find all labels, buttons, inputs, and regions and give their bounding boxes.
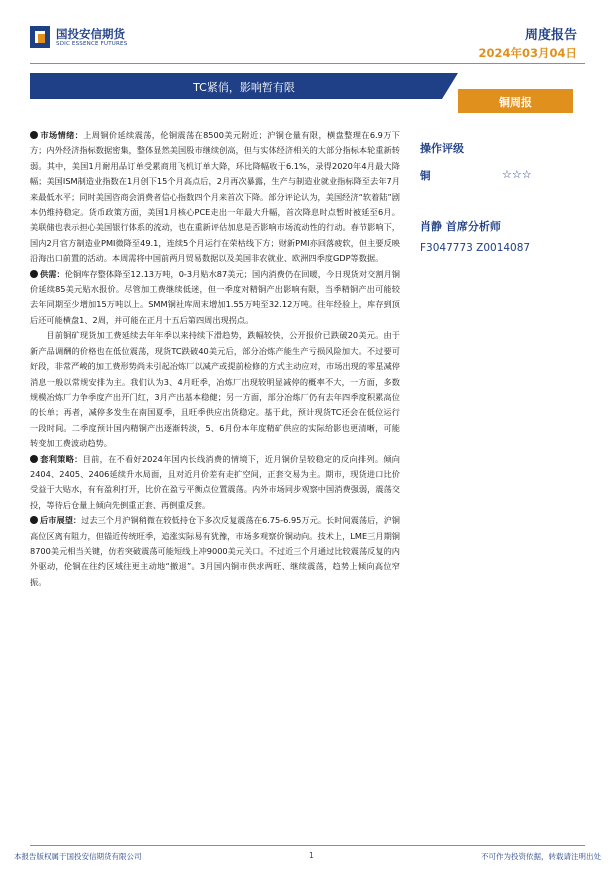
footer-copyright: 本报告版权属于国投安信期货有限公司 <box>14 852 142 861</box>
section-label: 供需： <box>40 268 65 279</box>
star-rating-icon: ☆☆☆ <box>502 168 532 181</box>
category-tag-label: 铜周报 <box>499 96 532 109</box>
section-text: 目前铜矿现货加工费延续去年年季以来持续下滑趋势，跌幅较快，公开报价已跌破20美元。由于新产品调酬的价格也在低位震荡，现货TC跌破40美元后，部分冶炼产能生产亏损风险加大。不过要可好段，非常严峻的加工费形势尚未引起冶炼厂以减产或提前检修的方式主动应对，市场出现的零星减停消息一般以常规安排为主。我们认为3、4月旺季，冶炼厂出现较明显减停的概率不大，一方面，多数规模冶炼厂力争季度产出开门红，3月产出基本稳健；另一方面，部分冶炼厂仍有去年四季度积累高位的长单；再者，减停多发生在南国夏季，且旺季供应出货稳定。基于此，预计现货TC还会在低位运行一段时间。二季度预计国内精铜产出逐渐转淡，5、6月份本年度精矿供应的实际给影也更清晰，可能转变加工费波动趋势。 <box>30 330 400 449</box>
sidebar <box>420 140 590 254</box>
section-label: 市场情绪： <box>40 130 84 140</box>
company-logo-icon <box>30 26 50 48</box>
analyst-license: F3047773 Z0014087 <box>420 242 531 254</box>
rating-row <box>420 168 590 182</box>
paragraph-arbitrage <box>30 452 400 514</box>
report-type: 周度报告 <box>524 28 577 43</box>
footer-disclaimer: 不可作为投资依据，转载请注明出处 <box>481 852 601 861</box>
section-text: 上周铜价延续震荡，伦铜震荡在8500美元附近；沪铜仓量有限，横盘整理在6.9万下方；内外经济指标数据密集，整体显然美国股市继续创高，但与实体经济相关的大部分指标本轮重新转弱。其中，美国1月耐用品订单受累商用飞机订单大降，环比降幅收于6.1%，录得2020年4月最大降幅；美国ISM制造业指数在1月创下15个月高点后，2月再次暴露，生产与制造业就业指标降至去年7月来最低水平；同时美国咨商会消费者信心指数四个月来首次下降。部分评论认为，美国经济“软着陆”剧本仍维持稳定。货币政策方面，美国1月核心PCE走出一年最大升幅，首次降息时点暂时被延至6月。美联储也表示担心美国银行体系的流动，也在重新评估加息是否影响市场流动性的行动。春节影响下，国内2月官方制造业PMI微降至49.1，连续5个月运行在荣枯线下方；财新PMI亦回落疲软，但主要反映沿海出口前置的活动。本周需将中国前两月贸易数据以及美国非农就业、欧洲四季度GDP等数据。 <box>30 130 400 264</box>
header-divider <box>30 63 585 64</box>
bullet-icon <box>30 516 38 524</box>
footer-divider <box>30 845 585 846</box>
section-text: 伦铜库存整体降至12.13万吨，0-3月贴水87美元；国内消费仍在回暖，今日现货对交割月铜价延续85美元贴水报价。尽管加工费继续低迷，但一季度对精铜产出影响有限，当季精铜产出可能较去年同期至少增加15万吨以上。SMM铜社库周末增加1.55万吨至32.12万吨。往年经验上，库存到顶后还可能横盘1、2周，并可能在正月十五后第四周出现拐点。 <box>30 268 400 325</box>
section-label: 套利策略： <box>40 453 83 464</box>
report-date: 2024年03月04日 <box>478 46 577 60</box>
section-label: 后市展望： <box>40 515 82 526</box>
paragraph-processing-fee <box>30 328 400 451</box>
paragraph-outlook <box>30 513 400 590</box>
bullet-icon <box>30 131 38 139</box>
bullet-icon <box>30 455 38 463</box>
rating-item: 铜 <box>420 170 431 182</box>
report-title: TC紧俏，影响暂有限 <box>193 81 295 94</box>
bullet-icon <box>30 270 38 278</box>
logo-name-en: SDIC ESSENCE FUTURES <box>56 41 128 47</box>
logo-name-cn: 国投安信期货 <box>56 27 125 41</box>
section-text: 过去三个月沪铜稍微在较低持仓下多次反复震荡在6.75-6.95万元。长时间震荡后，沪铜高位区离有阻力，但锚近传统旺季，追涨实际易有犹豫，市场多观察价铜动向。技术上，LME三月期铜8700美元相当关键，仿若突破震荡可能短线上冲9000美元关口。不过近三个月通过比较震荡反复的内外驱动，伦铜在往约区域往更主动地“撤退”。3月国内铜市供求两旺、继续震荡，趋势上倾向高位窄振。 <box>30 515 400 587</box>
rating-heading: 操作评级 <box>420 142 464 155</box>
main-content <box>30 128 400 590</box>
section-text: 目前，在不看好2024年国内长线消费的情境下，近月铜价呈较稳定的反向排列。倾向2404、2405、2406延续升水局面，且对近月价差有走扩空间，正套交易为主。期市，现货进口比价受益于大贴水，有有盈利打开，比价在盈亏平衡点位置震荡。内外市场同步观察中国消费强弱，震荡交投，等待后仓量上倾向先倒重正套、再倒重反套。 <box>30 453 400 510</box>
paragraph-supply-demand <box>30 267 400 329</box>
paragraph-market-sentiment <box>30 128 400 267</box>
category-tag <box>458 89 573 113</box>
title-banner <box>30 73 458 99</box>
company-logo <box>30 26 150 54</box>
page-number: 1 <box>309 851 314 860</box>
analyst-name: 肖静 首席分析师 <box>420 220 501 233</box>
